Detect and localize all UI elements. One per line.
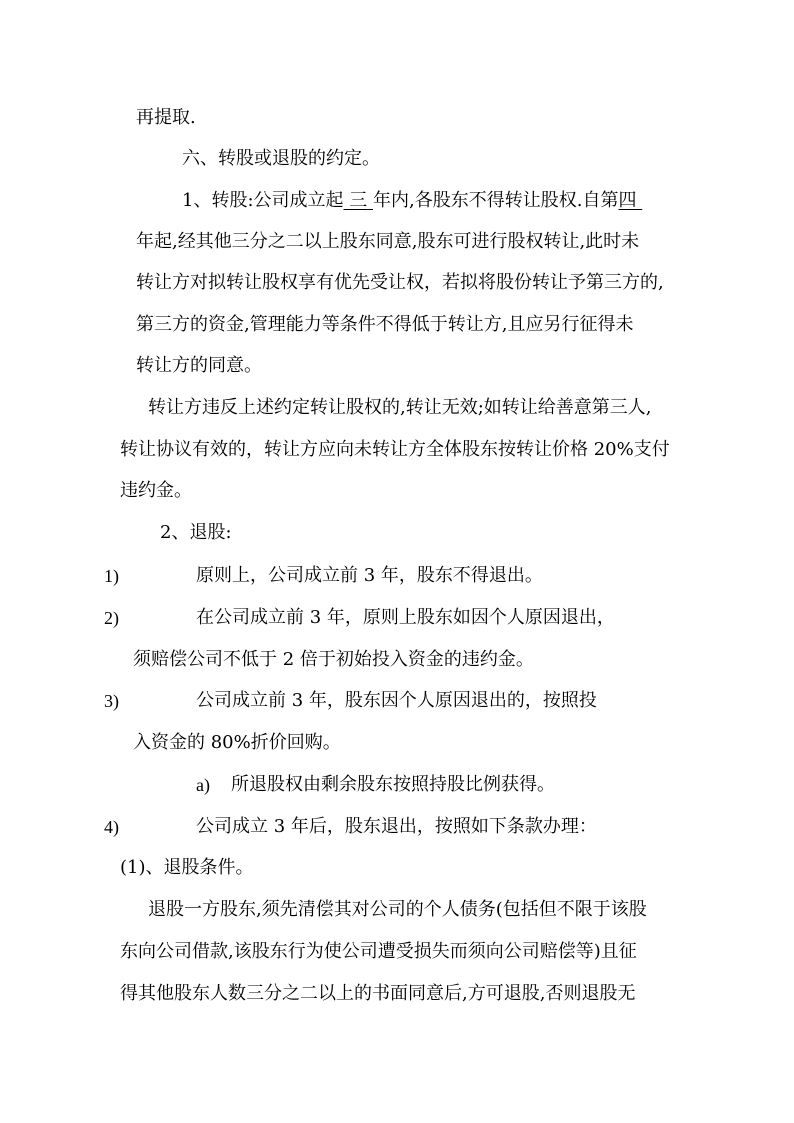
- section-heading: 六、转股或退股的约定。: [182, 148, 380, 169]
- section-heading: (1)、退股条件。: [120, 857, 254, 878]
- paragraph-line: 东向公司借款,该股东行为使公司遭受损失而须向公司赔偿等)且征: [120, 941, 637, 962]
- paragraph-line: 转让方对拟转让股权享有优先受让权，若拟将股份转让予第三方的,: [136, 272, 664, 293]
- section-heading: 2、退股:: [160, 522, 232, 543]
- paragraph-line: 第三方的资金,管理能力等条件不得低于转让方,且应另行征得未: [136, 314, 634, 335]
- underlined-blank: 三: [349, 190, 368, 211]
- paragraph-line: 年起,经其他三分之二以上股东同意,股东可进行股权转让,此时未: [136, 231, 640, 252]
- paragraph-line: 再提取.: [136, 107, 196, 128]
- paragraph-line: 违约金。: [120, 480, 192, 501]
- list-item-text: 公司成立 3 年后，股东退出，按照如下条款办理：: [196, 816, 597, 837]
- list-number: 3): [104, 691, 119, 711]
- list-item-text: 须赔偿公司不低于 2 倍于初始投入资金的违约金。: [133, 649, 534, 670]
- list-item-text: 在公司成立前 3 年，原则上股东如因个人原因退出，: [196, 607, 615, 628]
- paragraph-line: 得其他股东人数三分之二以上的书面同意后,方可退股,否则退股无: [120, 983, 636, 1004]
- list-item-text: 原则上，公司成立前 3 年，股东不得退出。: [196, 565, 543, 586]
- list-item-text: 所退股权由剩余股东按照持股比例获得。: [231, 774, 555, 795]
- list-number: 4): [104, 817, 119, 837]
- paragraph-line: 转让方违反上述约定转让股权的,转让无效;如转让给善意第三人,: [148, 397, 652, 418]
- clause-text: 年内,各股东不得转让股权.自第: [373, 190, 619, 211]
- paragraph-line: [182, 189, 642, 213]
- paragraph-line: 转让方的同意。: [136, 355, 262, 376]
- paragraph-line: 转让协议有效的，转让方应向未转让方全体股东按转让价格 20%支付: [120, 439, 670, 460]
- underlined-blank: 四: [618, 190, 637, 211]
- list-item-text: 入资金的 80%折价回购。: [133, 732, 341, 753]
- paragraph-line: 退股一方股东,须先清偿其对公司的个人债务(包括但不限于该股: [148, 899, 647, 920]
- list-number: a): [196, 775, 210, 795]
- clause-text: 1、转股:公司成立起: [182, 190, 344, 211]
- list-item-text: 公司成立前 3 年，股东因个人原因退出的，按照投: [196, 690, 597, 711]
- list-number: 2): [104, 608, 119, 628]
- list-number: 1): [104, 566, 119, 586]
